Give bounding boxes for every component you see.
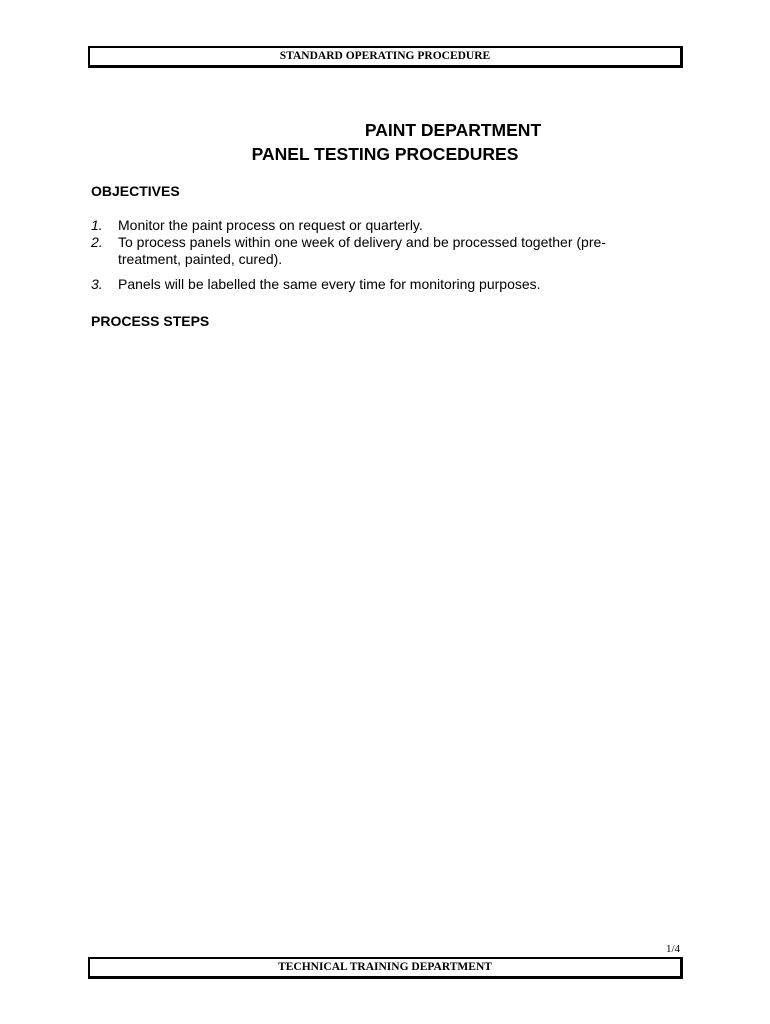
page-footer: [88, 957, 683, 979]
list-item-text: Panels will be labelled the same every time for monitoring purposes.: [118, 276, 541, 292]
list-item-text: To process panels within one week of delivery and be processed together (pre-treatment, painted, cured).: [118, 234, 606, 267]
document-title-procedure: PANEL TESTING PROCEDURES: [251, 144, 519, 164]
page-number: 1/4: [665, 943, 680, 955]
footer-label: TECHNICAL TRAINING DEPARTMENT: [278, 961, 492, 973]
list-item: [91, 234, 651, 268]
document-title-department: PAINT DEPARTMENT: [364, 120, 542, 140]
objectives-heading: OBJECTIVES: [91, 183, 180, 199]
list-item-text: Monitor the paint process on request or quarterly.: [118, 217, 423, 233]
header-label: STANDARD OPERATING PROCEDURE: [279, 50, 491, 62]
page-header: [88, 46, 683, 68]
list-item-number: 2.: [91, 234, 103, 250]
list-item-number: 1.: [91, 217, 103, 233]
list-item-number: 3.: [91, 276, 103, 292]
list-item: [91, 276, 651, 293]
process-steps-heading: PROCESS STEPS: [91, 313, 210, 329]
objectives-list: [91, 217, 651, 293]
list-item: [91, 217, 651, 234]
